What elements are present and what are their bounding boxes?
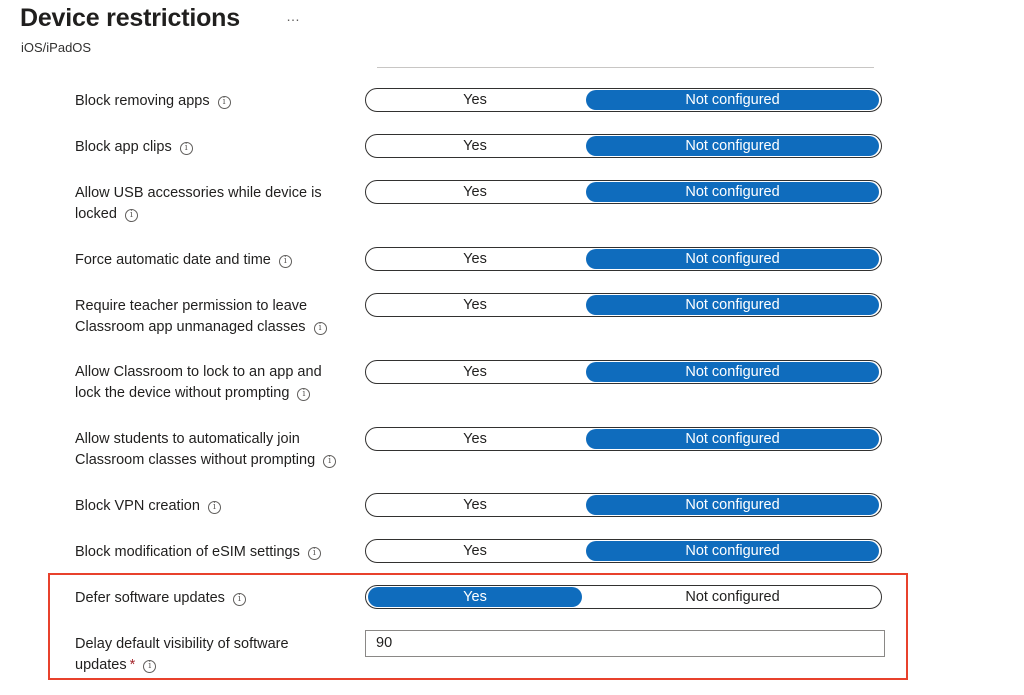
option-yes[interactable]: Yes <box>463 92 487 108</box>
info-icon[interactable]: i <box>314 322 327 335</box>
setting-label-allow-students-join: Allow students to automatically join Classroom classes without prompting i <box>75 429 345 471</box>
divider <box>377 67 874 68</box>
option-yes[interactable]: Yes <box>463 543 487 559</box>
info-icon[interactable]: i <box>180 142 193 155</box>
toggle-allow-usb-accessories[interactable] <box>365 180 882 204</box>
setting-label-force-automatic-date-time: Force automatic date and time i <box>75 250 345 271</box>
toggle-block-esim-modification[interactable] <box>365 539 882 563</box>
delay-visibility-input[interactable]: 90 <box>365 630 885 657</box>
page-title: Device restrictions <box>20 4 240 32</box>
setting-label-delay-visibility: Delay default visibility of software updates * i <box>75 636 289 673</box>
option-not-configured[interactable]: Not configured <box>586 362 879 382</box>
info-icon[interactable]: i <box>308 547 321 560</box>
toggle-block-app-clips[interactable] <box>365 134 882 158</box>
toggle-allow-classroom-lock[interactable] <box>365 360 882 384</box>
info-icon[interactable]: i <box>297 388 310 401</box>
option-yes[interactable]: Yes <box>463 497 487 513</box>
required-marker: * <box>129 657 136 673</box>
info-icon[interactable]: i <box>279 255 292 268</box>
setting-label-defer-software-updates: Defer software updates i <box>75 588 345 609</box>
setting-label-allow-usb-accessories: Allow USB accessories while device is locked i <box>75 185 322 222</box>
more-options-icon[interactable]: … <box>286 8 301 24</box>
info-icon[interactable]: i <box>125 209 138 222</box>
option-yes[interactable]: Yes <box>463 364 487 380</box>
setting-label-allow-classroom-lock: Allow Classroom to lock to an app and lock the device without prompting i <box>75 364 322 401</box>
toggle-block-vpn-creation[interactable] <box>365 493 882 517</box>
option-yes[interactable]: Yes <box>463 297 487 313</box>
info-icon[interactable]: i <box>208 501 221 514</box>
option-not-configured[interactable]: Not configured <box>586 541 879 561</box>
option-yes[interactable]: Yes <box>463 431 487 447</box>
info-icon[interactable]: i <box>233 593 246 606</box>
option-not-configured[interactable]: Not configured <box>586 136 879 156</box>
option-not-configured[interactable]: Not configured <box>586 295 879 315</box>
toggle-defer-software-updates[interactable] <box>365 585 882 609</box>
setting-label-block-removing-apps: Block removing apps i <box>75 91 345 112</box>
option-yes[interactable]: Yes <box>463 138 487 154</box>
option-not-configured[interactable]: Not configured <box>586 249 879 269</box>
info-icon[interactable]: i <box>218 96 231 109</box>
setting-label-block-esim-modification: Block modification of eSIM settings i <box>75 542 345 563</box>
option-not-configured[interactable]: Not configured <box>586 429 879 449</box>
setting-label-block-app-clips: Block app clips i <box>75 137 345 158</box>
info-icon[interactable]: i <box>143 660 156 673</box>
option-not-configured[interactable]: Not configured <box>685 589 780 605</box>
option-yes[interactable]: Yes <box>463 184 487 200</box>
option-not-configured[interactable]: Not configured <box>586 495 879 515</box>
setting-label-require-teacher-permission: Require teacher permission to leave Classroom app unmanaged classes i <box>75 296 345 338</box>
toggle-allow-students-join[interactable] <box>365 427 882 451</box>
option-not-configured[interactable]: Not configured <box>586 182 879 202</box>
toggle-force-automatic-date-time[interactable] <box>365 247 882 271</box>
page-subtitle: iOS/iPadOS <box>21 40 92 55</box>
option-not-configured[interactable]: Not configured <box>586 90 879 110</box>
info-icon[interactable]: i <box>323 455 336 468</box>
setting-label-block-vpn-creation: Block VPN creation i <box>75 496 345 517</box>
option-yes[interactable]: Yes <box>368 587 582 607</box>
toggle-block-removing-apps[interactable] <box>365 88 882 112</box>
option-yes[interactable]: Yes <box>463 251 487 267</box>
toggle-require-teacher-permission[interactable] <box>365 293 882 317</box>
